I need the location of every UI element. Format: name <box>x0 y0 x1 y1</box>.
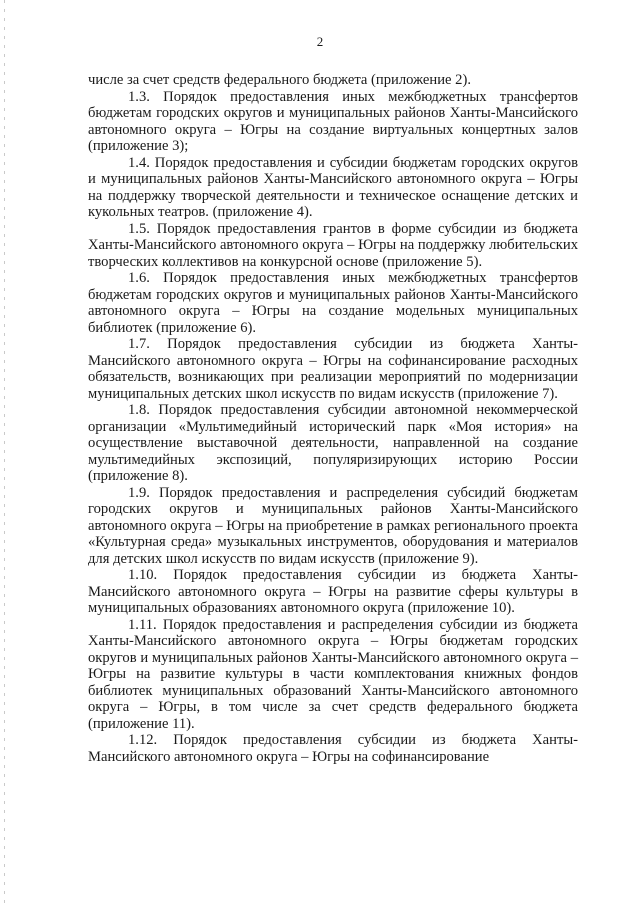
paragraph-1-10: 1.10. Порядок предоставления субсидии из бюджета Ханты-Мансийского автономного округа – Югры на развитие сферы культуры в муниципальных образованиях автономного округа (приложение 10). <box>88 567 578 616</box>
document-body <box>88 72 578 765</box>
paragraph-1-9: 1.9. Порядок предоставления и распределения субсидий бюджетам городских округов и муниципальных районов Ханты-Мансийского автономного округа – Югры на приобретение в рамках регионального проекта «Культурная среда» музыкальных инструментов, оборудования и материалов для детских школ искусств по видам искусств (приложение 9). <box>88 484 578 567</box>
paragraph-1-12: 1.12. Порядок предоставления субсидии из бюджета Ханты-Мансийского автономного округа – Югры на софинансирование <box>88 732 578 765</box>
paragraph-1-3: 1.3. Порядок предоставления иных межбюджетных трансфертов бюджетам городских округов и муниципальных районов Ханты-Мансийского автономного округа – Югры на создание виртуальных концертных залов (приложение 3); <box>88 88 578 154</box>
paragraph-1-5: 1.5. Порядок предоставления грантов в форме субсидии из бюджета Ханты-Мансийского автономного округа – Югры на поддержку любительских творческих коллективов на конкурсной основе (приложение 5). <box>88 220 578 270</box>
paragraph-1-4: 1.4. Порядок предоставления и субсидии бюджетам городских округов и муниципальных районов Ханты-Мансийского автономного округа – Югры на поддержку творческой деятельности и техническое оснащение детских и кукольных театров. (приложение 4). <box>88 154 578 220</box>
paragraph-1-7: 1.7. Порядок предоставления субсидии из бюджета Ханты-Мансийского автономного округа – Югры на софинансирование расходных обязательств, возникающих при реализации мероприятий по модернизации муниципальных детских школ искусств по видам искусств (приложение 7). <box>88 336 578 402</box>
paragraph-1-11: 1.11. Порядок предоставления и распределения субсидии из бюджета Ханты-Мансийского автономного округа – Югры бюджетам городских округов и муниципальных районов Ханты-Мансийского автономного округа – Югры на развитие культуры в части комплектования книжных фондов библиотек муниципальных образований Ханты-Мансийского автономного округа – Югры, в том числе за счет средств федерального бюджета (приложение 11). <box>88 616 578 732</box>
page-number: 2 <box>316 34 324 49</box>
paragraph-1-8: 1.8. Порядок предоставления субсидии автономной некоммерческой организации «Мультимедийный исторический парк «Моя история» на осуществление выставочной деятельности, направленной на создание мультимедийных экспозиций, популяризирующих историю России (приложение 8). <box>88 402 578 484</box>
paragraph-1-6: 1.6. Порядок предоставления иных межбюджетных трансфертов бюджетам городских округов и муниципальных районов Ханты-Мансийского автономного округа – Югры на создание модельных муниципальных библиотек (приложение 6). <box>88 270 578 336</box>
paragraph-continuation: числе за счет средств федерального бюджета (приложение 2). <box>88 72 471 88</box>
scan-edge-line <box>4 0 5 905</box>
